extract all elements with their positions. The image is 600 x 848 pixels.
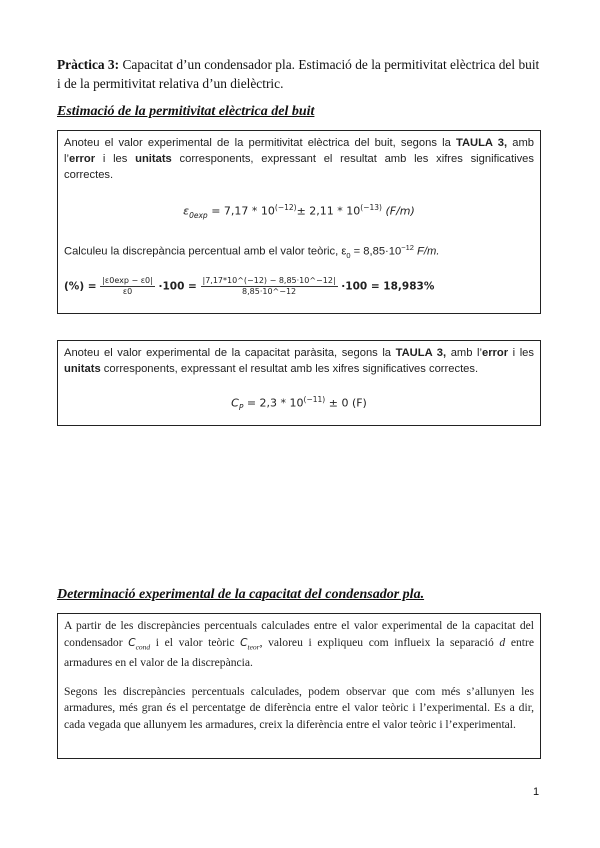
- box-capacitance-discrepancy: [57, 613, 541, 759]
- equation-parasitic-capacitance: $C_P = 2,3 * 10^{(-11)} \pm 0$ (F): [231, 395, 367, 412]
- section-title-vacuum-permittivity: Estimació de la permitivitat elèctrica del buit: [57, 104, 315, 119]
- discrepancy-calculation: (%) = $\frac{|\varepsilon 0\exp - \varepsilon 0|}{\varepsilon 0}$ ·100 = $\frac{|7,17*10\^{}(-12) - 8,85\cdot 10\^{}-12|}{8,85\cdot 10\^{}-12}$ ·100 = 18,983%: [64, 275, 435, 296]
- page-number: 1: [533, 786, 540, 798]
- answer-text: Segons les discrepàncies percentuals calculades, podem observar que com més s’allunyen les armadures, més gran és el percentatge de diferència entre el valor teòric i l’experimental. Es a dir, cada vegada que allunyem les armadures, creix la diferència entre el valor teòric i l’experimental.: [64, 684, 534, 731]
- practice-title: Capacitat d’un condensador pla. Estimació de la permitivitat elèctrica del buit i de la permitivitat relativa d’un dielèctric.: [57, 57, 540, 91]
- box-vacuum-permittivity: [57, 130, 541, 314]
- fraction-1: $\frac{|\varepsilon 0\exp - \varepsilon 0|}{\varepsilon 0}$: [102, 275, 153, 296]
- practice-label: Pràctica 3:: [57, 57, 120, 72]
- fraction-2: $\frac{|7,17*10\^{}(-12) - 8,85\cdot 10\^{}-12|}{8,85\cdot 10\^{}-12}$: [202, 275, 336, 296]
- equation-epsilon-exp: $\varepsilon_{0exp} = 7,17 * 10^{(-12)}\pm 2,11 * 10^{(-13)}$ (F/m): [183, 203, 415, 220]
- instruction-text: Anoteu el valor experimental de la capacitat paràsita, segons la TAULA 3, amb l’error i les unitats corresponents, expressant el resultat amb les xifres significatives correctes.: [64, 347, 534, 375]
- page-header: [57, 55, 545, 93]
- question-text: A partir de les discrepàncies percentuals calculades entre el valor experimental de la capacitat del condensador $C_{cond}$ i el valor teòric $C_{teor}$, valoreu i expliqueu com influeix la separació d entre armadures en el valor de la discrepància.: [64, 619, 535, 670]
- discrepancy-instruction: Calculeu la discrepància percentual amb el valor teòric, $\varepsilon_0 = 8,85\cdot 10^{-12}$ F/m.: [64, 242, 440, 260]
- instruction-text: Anoteu el valor experimental de la permitivitat elèctrica del buit, segons la TAULA 3, amb l’error i les unitats corresponents, expressant el resultat amb les xifres significatives correctes.: [64, 137, 534, 181]
- box-parasitic-capacitance: [57, 340, 541, 426]
- section-title-capacitance: Determinació experimental de la capacitat del condensador pla.: [57, 587, 425, 602]
